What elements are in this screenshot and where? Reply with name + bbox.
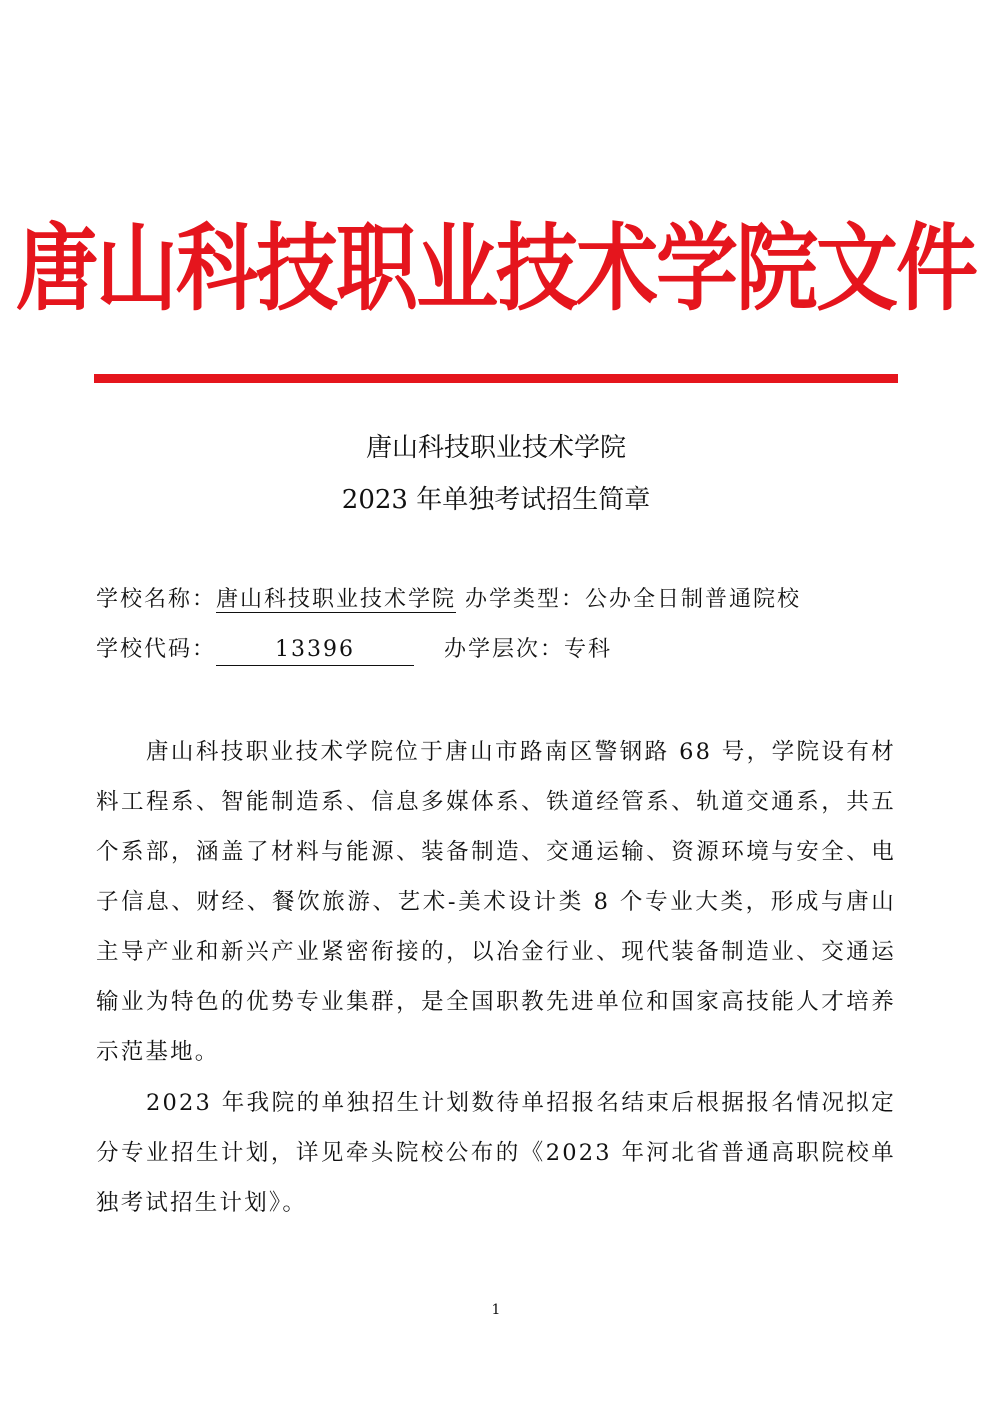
school-code-label: 学校代码： <box>96 637 217 662</box>
school-level-value: 专科 <box>564 637 613 662</box>
info-row-school-name <box>96 582 801 618</box>
red-header-rule <box>94 374 898 383</box>
document-title-line-2: 2023 年单独考试招生简章 <box>341 485 651 515</box>
school-type-value: 公办全日制普通院校 <box>585 587 802 612</box>
school-code-value: 13396 <box>216 635 414 666</box>
page-number: 1 <box>491 1302 501 1318</box>
paragraph-2-text: 2023 年我院的单独招生计划数待单招报名结束后根据报名情况拟定分专业招生计划，详见牵头院校公布的《2023 年河北省普通高职院校单独考试招生计划》。 <box>96 1090 896 1216</box>
document-title-line-1: 唐山科技职业技术学院 <box>365 433 626 463</box>
school-name-value: 唐山科技职业技术学院 <box>216 587 457 612</box>
school-level-label: 办学层次： <box>444 637 565 662</box>
body-paragraph-1 <box>96 727 896 1077</box>
school-name-label: 学校名称： <box>96 587 217 612</box>
school-type-label: 办学类型： <box>465 587 586 612</box>
body-paragraph-2 <box>96 1078 896 1228</box>
masthead-title: 唐山科技职业技术学院文件 <box>15 214 976 325</box>
paragraph-1-text: 唐山科技职业技术学院位于唐山市路南区警钢路 68 号，学院设有材料工程系、智能制造系、信息多媒体系、铁道经管系、轨道交通系，共五个系部，涵盖了材料与能源、装备制造、交通运输、资源环境与安全、电子信息、财经、餐饮旅游、艺术-美术设计类 8 个专业大类，形成与唐山主导产业和新兴产业紧密衔接的，以冶金行业、现代装备制造业、交通运输业为特色的优势专业集群，是全国职教先进单位和国家高技能人才培养示范基地。 <box>96 739 896 1065</box>
info-row-school-code <box>96 632 612 668</box>
